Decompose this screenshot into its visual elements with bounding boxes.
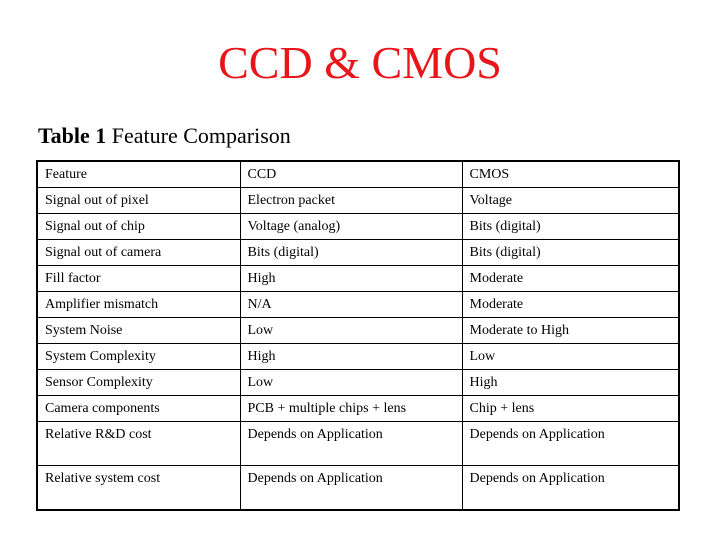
table-row: [37, 318, 679, 344]
ccd-cell: High: [240, 344, 462, 370]
table-row: [37, 188, 679, 214]
feature-cell: Signal out of chip: [37, 214, 240, 240]
cmos-cell: Chip + lens: [462, 396, 679, 422]
cmos-cell: Bits (digital): [462, 214, 679, 240]
header-cmos: CMOS: [462, 161, 679, 188]
cmos-cell: Depends on Application: [462, 422, 679, 466]
feature-cell: System Complexity: [37, 344, 240, 370]
header-feature: Feature: [37, 161, 240, 188]
feature-cell: Fill factor: [37, 266, 240, 292]
table-caption-text: Feature Comparison: [106, 123, 291, 148]
slide-title: CCD & CMOS: [218, 37, 502, 88]
ccd-cell: High: [240, 266, 462, 292]
feature-cell: System Noise: [37, 318, 240, 344]
table-row: [37, 422, 679, 466]
ccd-cell: Low: [240, 370, 462, 396]
feature-cell: Relative R&D cost: [37, 422, 240, 466]
ccd-cell: Depends on Application: [240, 466, 462, 511]
ccd-cell: Low: [240, 318, 462, 344]
ccd-cell: PCB + multiple chips + lens: [240, 396, 462, 422]
ccd-cell: Bits (digital): [240, 240, 462, 266]
table-header-row: [37, 161, 679, 188]
feature-cell: Signal out of pixel: [37, 188, 240, 214]
table-row: [37, 240, 679, 266]
table-row: [37, 344, 679, 370]
ccd-cell: Electron packet: [240, 188, 462, 214]
cmos-cell: Bits (digital): [462, 240, 679, 266]
table-row: [37, 396, 679, 422]
table-caption-label: Table 1: [38, 123, 107, 148]
feature-cell: Sensor Complexity: [37, 370, 240, 396]
table-row: [37, 466, 679, 511]
feature-cell: Signal out of camera: [37, 240, 240, 266]
feature-cell: Relative system cost: [37, 466, 240, 511]
table-row: [37, 266, 679, 292]
cmos-cell: Depends on Application: [462, 466, 679, 511]
table-row: [37, 292, 679, 318]
table-caption: [38, 122, 291, 150]
cmos-cell: Voltage: [462, 188, 679, 214]
cmos-cell: High: [462, 370, 679, 396]
cmos-cell: Moderate: [462, 266, 679, 292]
ccd-cell: Voltage (analog): [240, 214, 462, 240]
ccd-cell: Depends on Application: [240, 422, 462, 466]
feature-cell: Amplifier mismatch: [37, 292, 240, 318]
table-row: [37, 370, 679, 396]
table-row: [37, 214, 679, 240]
header-ccd: CCD: [240, 161, 462, 188]
cmos-cell: Moderate to High: [462, 318, 679, 344]
cmos-cell: Moderate: [462, 292, 679, 318]
feature-comparison-table: [36, 160, 680, 511]
feature-cell: Camera components: [37, 396, 240, 422]
ccd-cell: N/A: [240, 292, 462, 318]
cmos-cell: Low: [462, 344, 679, 370]
